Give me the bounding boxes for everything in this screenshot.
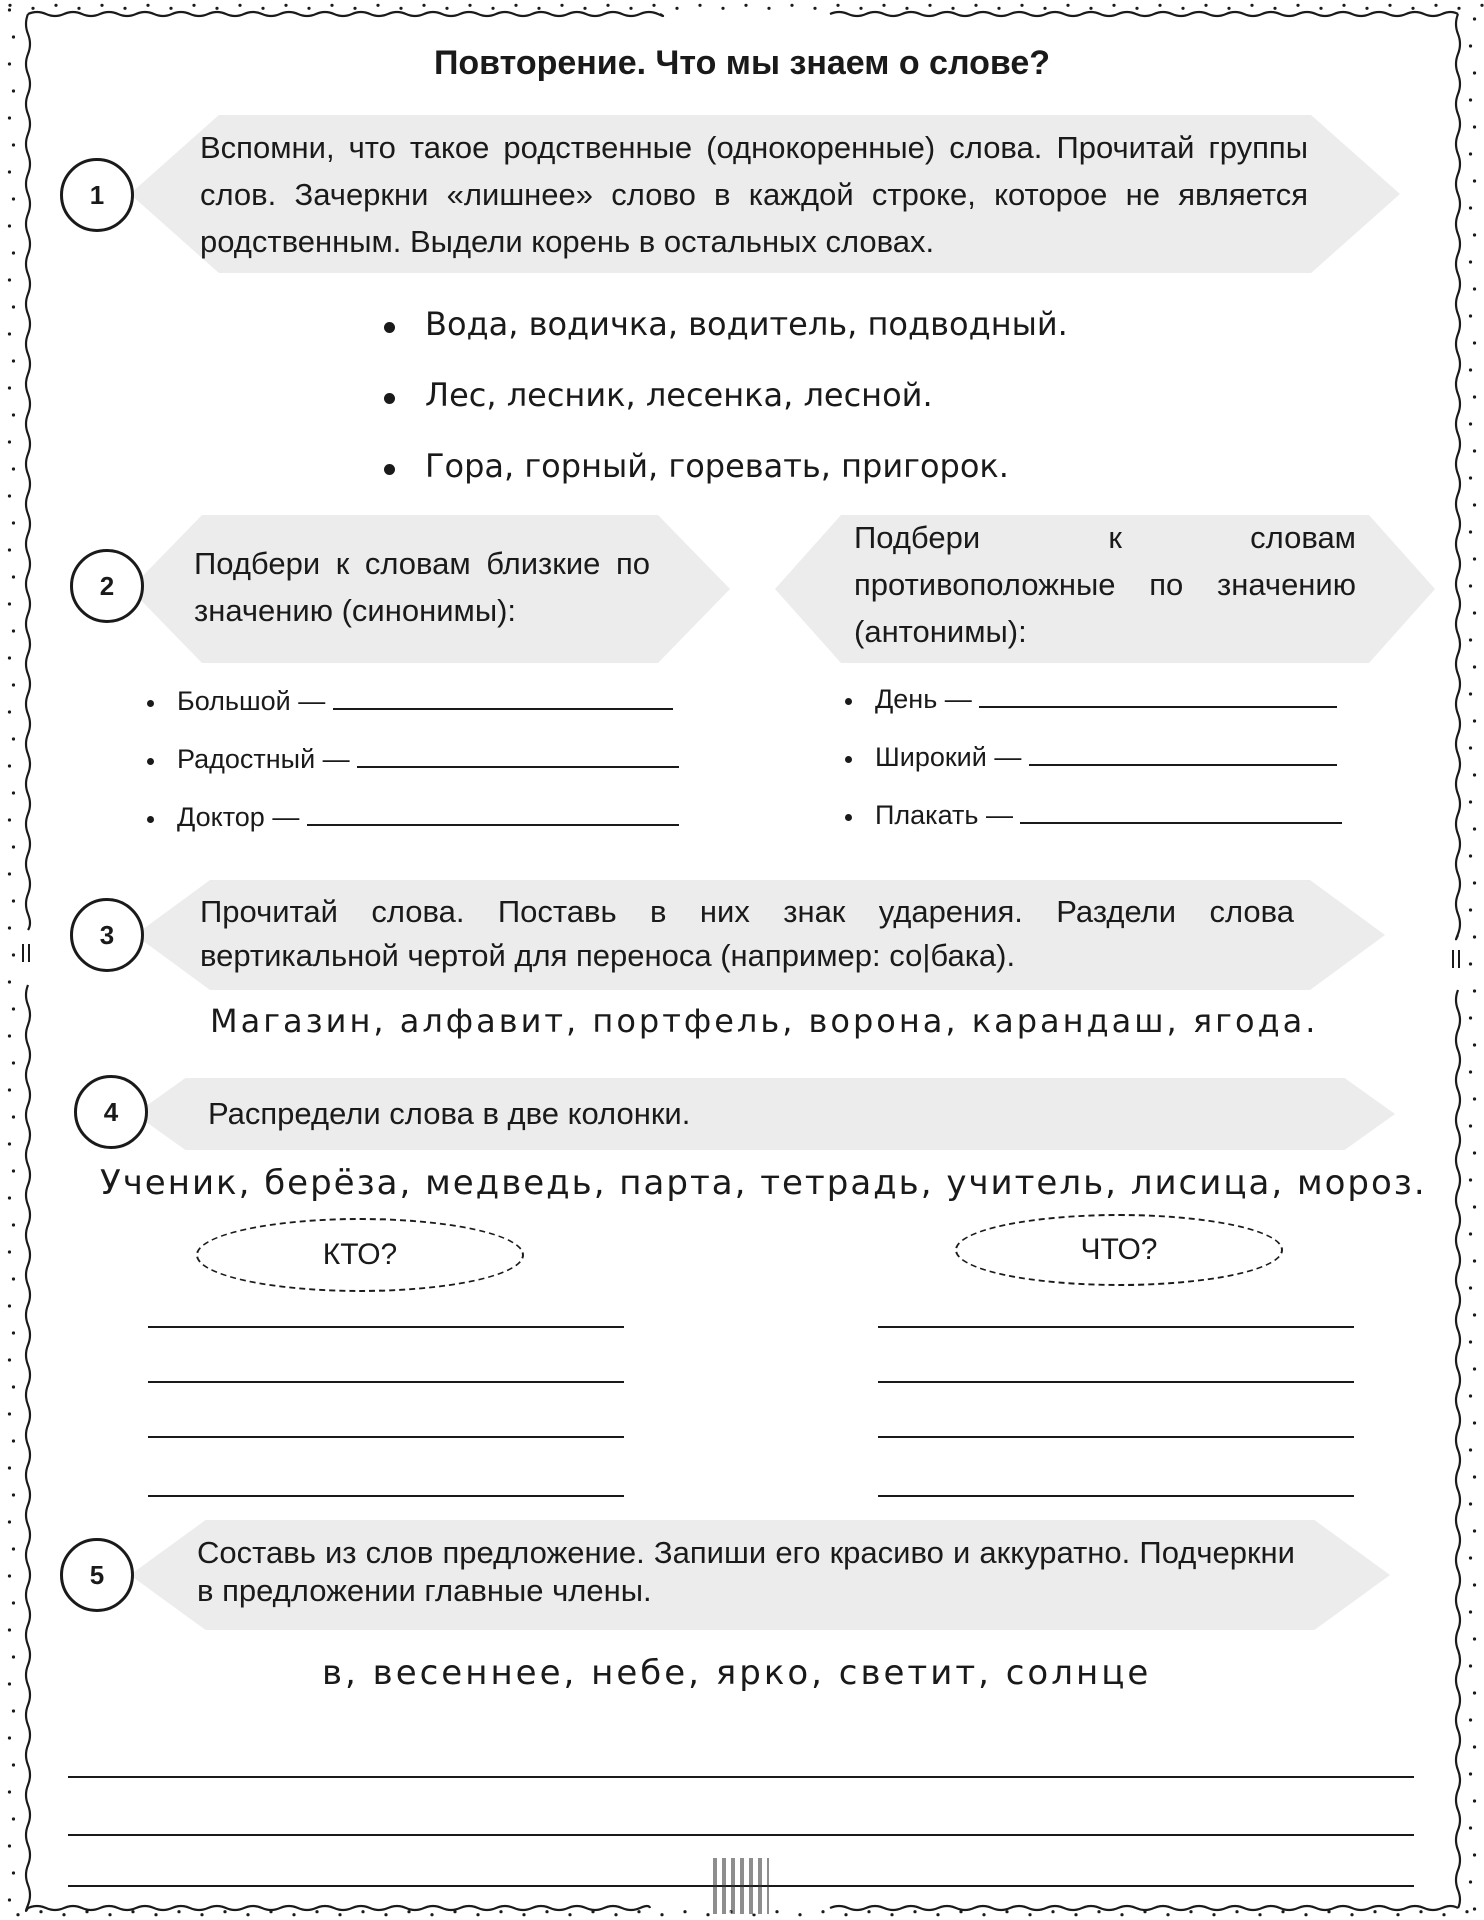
list-item: Плакать — <box>841 800 1342 858</box>
task-3-words: Магазин, алфавит, портфель, ворона, карандаш, ягода. <box>210 1002 1319 1040</box>
list-item: Доктор — <box>143 802 679 860</box>
answer-line[interactable] <box>68 1834 1414 1836</box>
task-3-number: 3 <box>70 898 144 972</box>
task-5-words: в, весеннее, небе, ярко, светит, солнце <box>322 1653 1152 1693</box>
answer-line[interactable] <box>878 1381 1354 1383</box>
column-header-who: КТО? <box>196 1218 524 1292</box>
answer-line[interactable] <box>148 1436 624 1438</box>
list-item: День — <box>841 684 1342 742</box>
answer-line[interactable] <box>68 1776 1414 1778</box>
column-header-what: ЧТО? <box>955 1214 1283 1286</box>
page-title: Повторение. Что мы знаем о слове? <box>433 44 1051 82</box>
task-2-number: 2 <box>70 549 144 623</box>
task-5-number: 5 <box>60 1538 134 1612</box>
list-item: Большой — <box>143 686 679 744</box>
task-1-number: 1 <box>60 158 134 232</box>
task-1-instruction: Вспомни, что такое родственные (однокоренные) слова. Прочитай группы слов. Зачеркни «лишнее» слово в каждой строке, которое не является родственным. Выдели корень в остальных словах. <box>200 130 1308 259</box>
task-5-instruction: Составь из слов предложение. Запиши его красиво и аккуратно. Подчеркни в предложении главные члены. <box>197 1535 1295 1608</box>
task-4-number: 4 <box>74 1075 148 1149</box>
task-2-synonyms-list <box>143 686 679 860</box>
qr-code-icon <box>713 1858 769 1914</box>
list-item: Вода, водичка, водитель, подводный. <box>380 305 1068 376</box>
task-2-antonyms-list <box>841 684 1342 858</box>
answer-line[interactable] <box>878 1436 1354 1438</box>
list-item: Радостный — <box>143 744 679 802</box>
task-4-words: Ученик, берёза, медведь, парта, тетрадь, учитель, лисица, мороз. <box>100 1163 1427 1203</box>
answer-line[interactable] <box>1020 800 1342 824</box>
list-item: Лес, лесник, лесенка, лесной. <box>380 376 1068 447</box>
list-item: Широкий — <box>841 742 1342 800</box>
answer-line[interactable] <box>148 1326 624 1328</box>
task-3-instruction: Прочитай слова. Поставь в них знак ударения. Раздели слова вертикальной чертой для переноса (например: со|бака). <box>200 894 1294 973</box>
answer-line[interactable] <box>333 686 673 710</box>
task-2-synonyms-instruction: Подбери к словам близкие по значению (синонимы): <box>194 546 650 628</box>
answer-line[interactable] <box>307 802 679 826</box>
task-4-instruction: Распредели слова в две колонки. <box>208 1096 691 1131</box>
task-2-antonyms-instruction: Подбери к словам противоположные по значению (антонимы): <box>854 520 1356 649</box>
answer-line[interactable] <box>357 744 679 768</box>
answer-line[interactable] <box>148 1495 624 1497</box>
answer-line[interactable] <box>1029 742 1337 766</box>
answer-line[interactable] <box>878 1326 1354 1328</box>
task-1-word-groups <box>380 305 1068 518</box>
list-item: Гора, горный, горевать, пригорок. <box>380 447 1068 518</box>
answer-line[interactable] <box>979 684 1337 708</box>
answer-line[interactable] <box>148 1381 624 1383</box>
answer-line[interactable] <box>878 1495 1354 1497</box>
